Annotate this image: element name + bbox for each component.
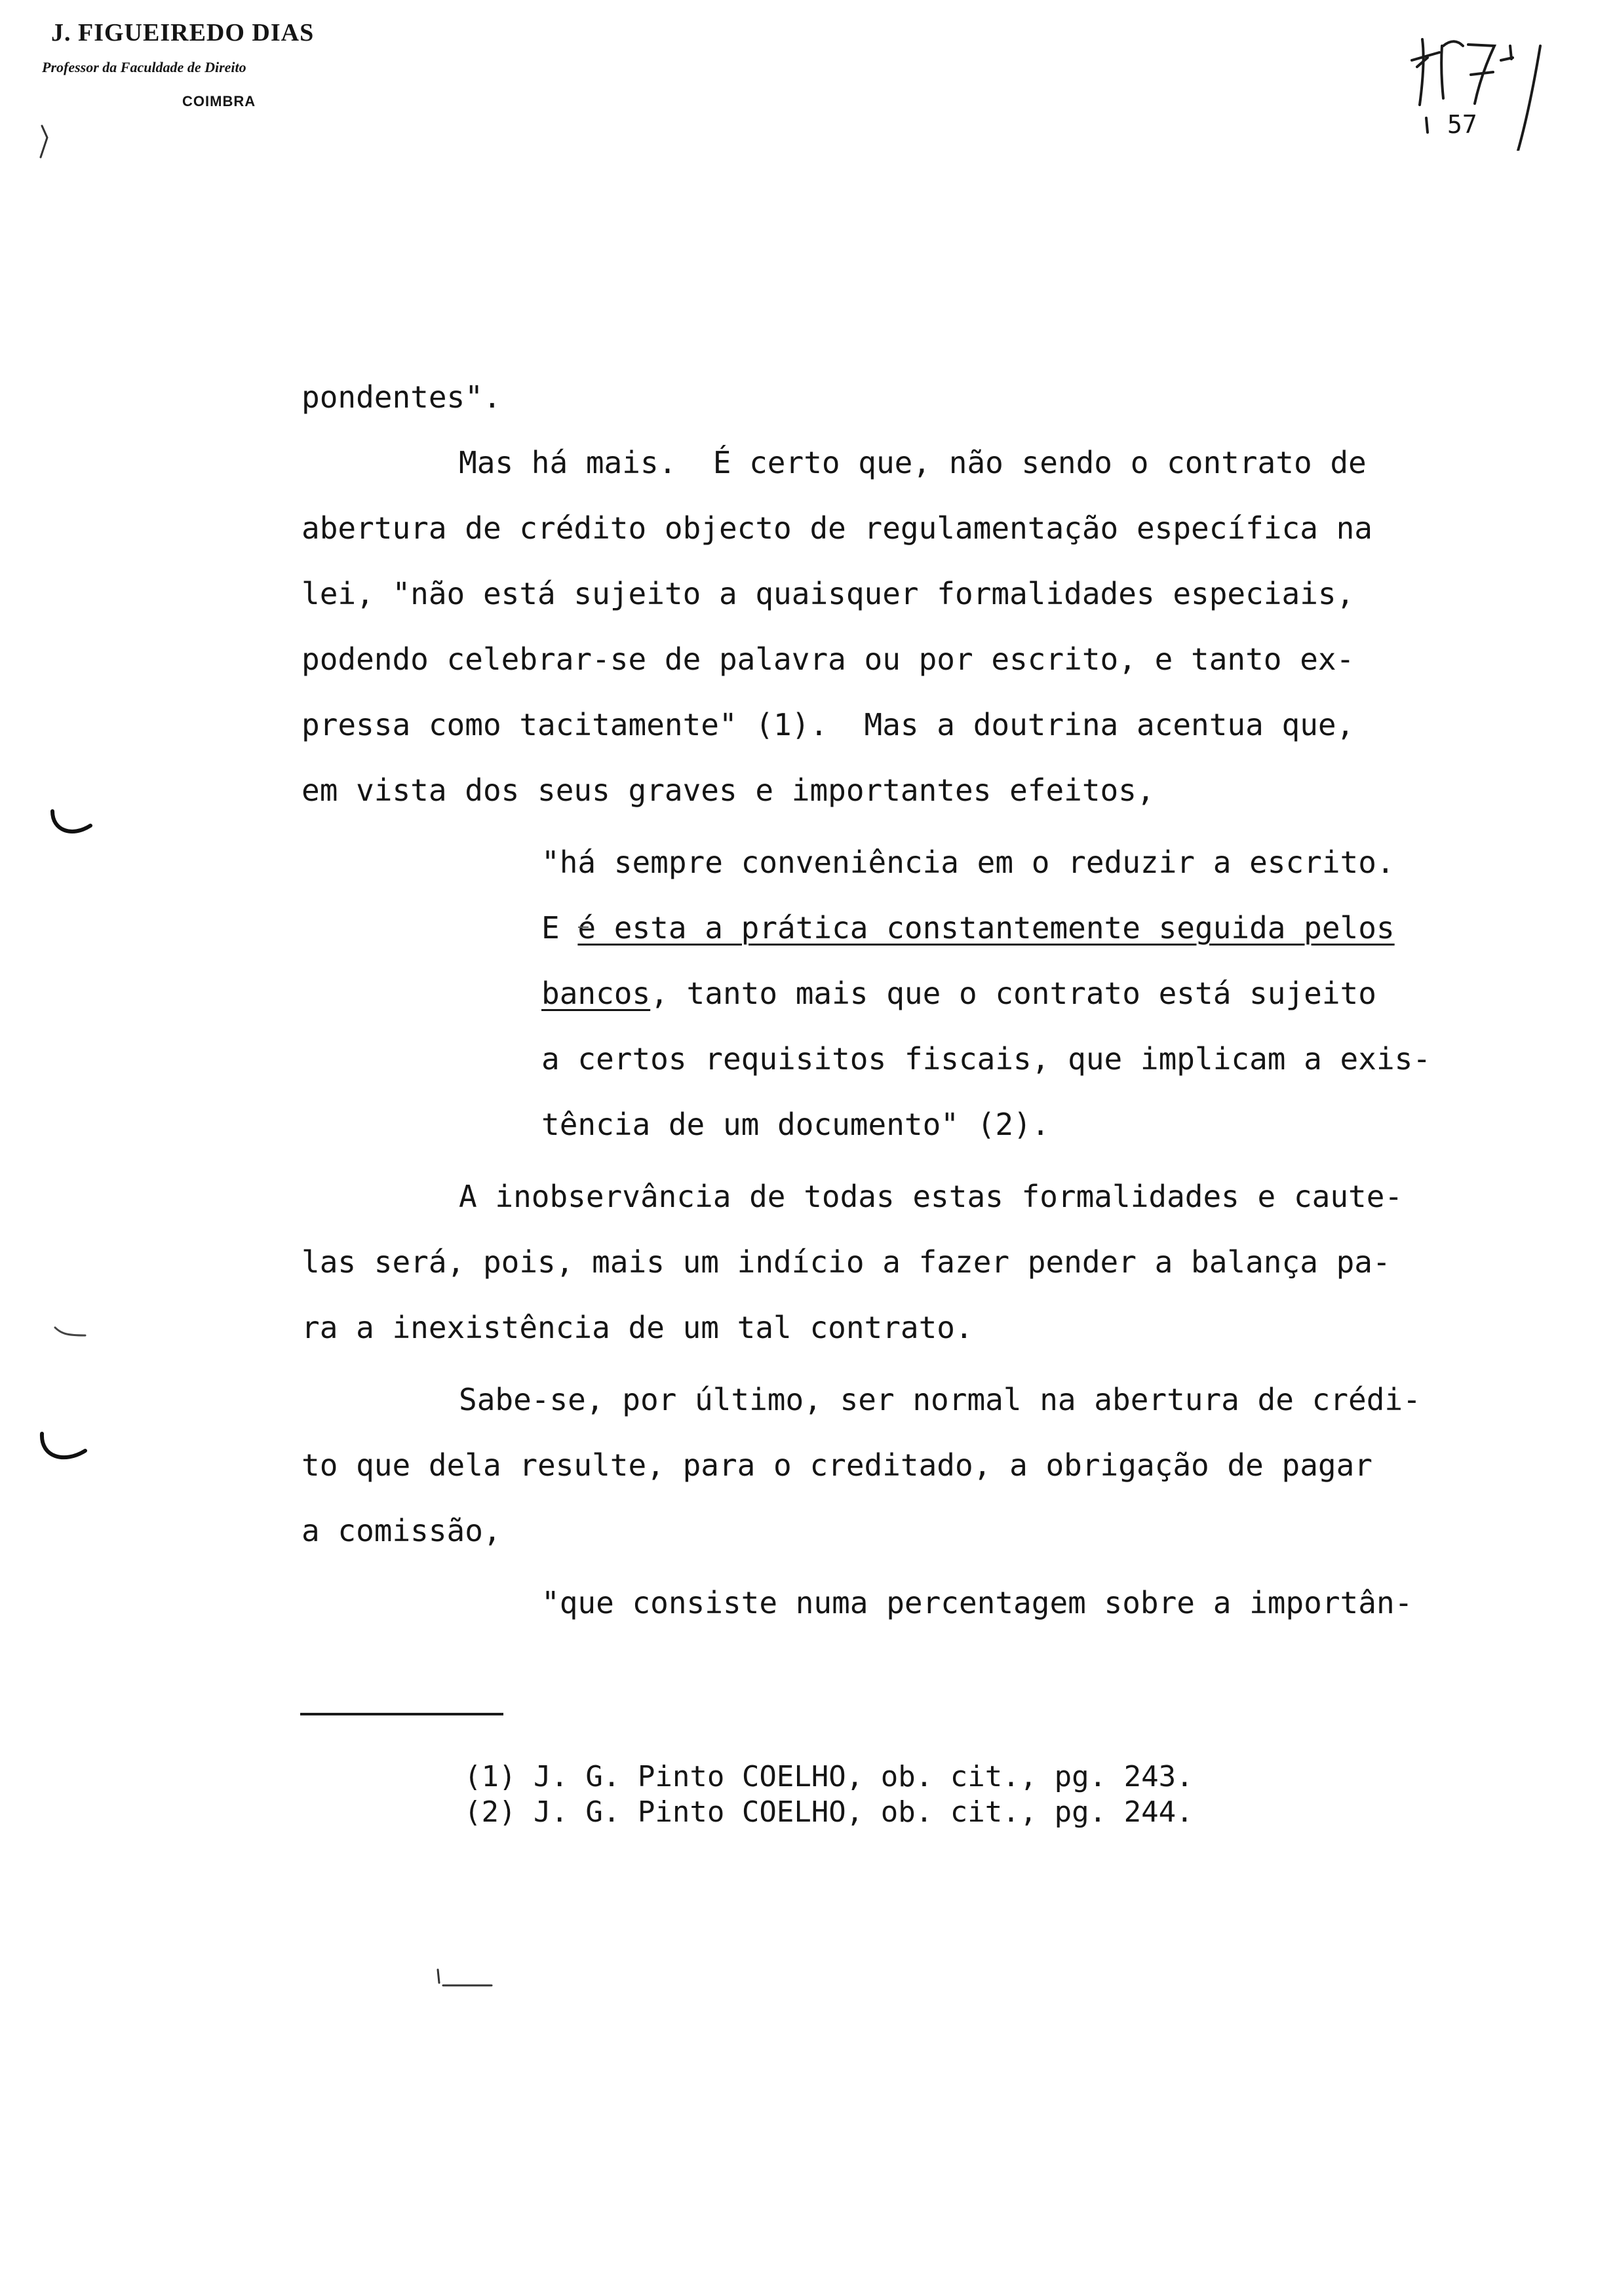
body-line-1: pondentes". xyxy=(302,379,501,415)
body-line-12: to que dela resulte, para o creditado, a obrigação de pagar xyxy=(302,1447,1372,1483)
quote-line-3-rest: , tanto mais que o contrato está sujeito xyxy=(650,976,1376,1011)
quote-line-2-start: E xyxy=(541,910,578,946)
footnote-separator xyxy=(300,1713,503,1715)
footnote-2: (2) J. G. Pinto COELHO, ob. cit., pg. 244. xyxy=(464,1795,1194,1829)
quote-line-4: a certos requisitos fiscais, que implicam a exis- xyxy=(541,1041,1431,1077)
underlined-word-bancos: bancos xyxy=(541,976,651,1011)
body-line-11: Sabe-se, por último, ser normal na abertura de crédi- xyxy=(459,1382,1421,1417)
page-number: 57 xyxy=(1447,110,1477,139)
body-line-8: A inobservância de todas estas formalidades e caute- xyxy=(459,1179,1403,1214)
quote-line-6: "que consiste numa percentagem sobre a importân- xyxy=(541,1585,1413,1620)
body-line-13: a comissão, xyxy=(302,1513,501,1548)
body-line-9: las será, pois, mais um indício a fazer pender a balança pa- xyxy=(302,1244,1391,1280)
body-line-7: em vista dos seus graves e importantes efeitos, xyxy=(302,773,1155,808)
letterhead-title: Professor da Faculdade de Direito xyxy=(42,59,246,75)
underlined-phrase: é esta a prática constantemente seguida pelos xyxy=(577,910,1395,946)
body-line-3: abertura de crédito objecto de regulamentação específica na xyxy=(302,510,1372,546)
margin-arc-mark xyxy=(34,1428,93,1474)
footnote-1: (1) J. G. Pinto COELHO, ob. cit., pg. 243. xyxy=(464,1760,1194,1793)
body-line-4: lei, "não está sujeito a quaisquer formalidades especiais, xyxy=(302,576,1355,611)
quote-line-1: "há sempre conveniência em o reduzir a escrito. xyxy=(541,845,1395,880)
letterhead-city: COIMBRA xyxy=(182,93,256,109)
margin-tick-mark xyxy=(52,1324,92,1343)
body-line-5: podendo celebrar-se de palavra ou por escrito, e tanto ex- xyxy=(302,641,1355,677)
body-line-6: pressa como tacitamente" (1). Mas a doutrina acentua que, xyxy=(302,707,1355,742)
body-line-10: ra a inexistência de um tal contrato. xyxy=(302,1310,973,1345)
margin-tick-mark xyxy=(33,118,59,183)
quote-line-5: tência de um documento" (2). xyxy=(541,1107,1050,1142)
margin-tick-mark xyxy=(433,1966,498,1992)
margin-arc-mark xyxy=(46,806,98,845)
handwritten-annotation xyxy=(1403,20,1560,151)
letterhead-name: J. FIGUEIREDO DIAS xyxy=(51,19,315,47)
quote-line-3 xyxy=(541,976,1376,1011)
quote-line-2 xyxy=(541,910,1395,946)
body-line-2: Mas há mais. É certo que, não sendo o contrato de xyxy=(459,445,1367,480)
margin-tick-mark xyxy=(577,924,590,930)
